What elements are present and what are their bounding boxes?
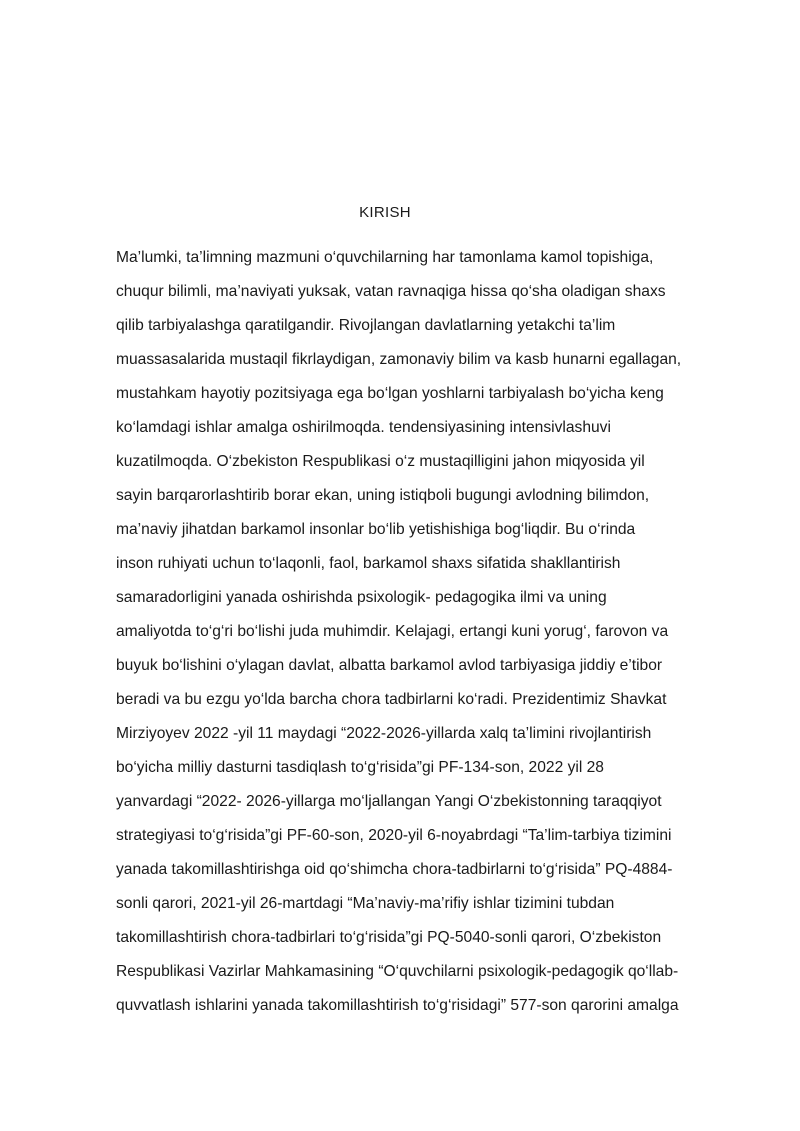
- paragraph-line: inson ruhiyati uchun to‘laqonli, faol, barkamol shaxs sifatida shakllantirish: [116, 555, 621, 572]
- paragraph-line: takomillashtirish chora-tadbirlari to‘g‘risida”gi PQ-5040-sonli qarori, O‘zbekiston: [116, 929, 662, 946]
- paragraph-line: Mirziyoyev 2022 -yil 11 maydagi “2022-2026-yillarda xalq ta’limini rivojlantirish: [116, 725, 652, 742]
- paragraph-line: samaradorligini yanada oshirishda psixologik- pedagogika ilmi va uning: [116, 589, 607, 606]
- paragraph-line: sayin barqarorlashtirib borar ekan, uning istiqboli bugungi avlodning bilimdon,: [116, 487, 650, 504]
- paragraph-line: qilib tarbiyalashga qaratilgandir. Rivojlangan davlatlarning yetakchi ta’lim: [116, 317, 616, 334]
- paragraph-line: ko‘lamdagi ishlar amalga oshirilmoqda. tendensiyasining intensivlashuvi: [116, 419, 611, 436]
- paragraph-line: strategiyasi to‘g‘risida”gi PF-60-son, 2020-yil 6-noyabrdagi “Ta’lim-tarbiya tizimini: [116, 827, 672, 844]
- paragraph-line: yanvardagi “2022- 2026-yillarga mo‘ljallangan Yangi O‘zbekistonning taraqqiyot: [116, 793, 662, 810]
- section-heading: KIRISH: [359, 204, 411, 221]
- paragraph-line: beradi va bu ezgu yo‘lda barcha chora tadbirlarni ko‘radi. Prezidentimiz Shavkat: [116, 691, 667, 708]
- paragraph-line: Ma’lumki, ta’limning mazmuni o‘quvchilarning har tamonlama kamol topishiga,: [116, 249, 654, 266]
- body-paragraph: [116, 246, 756, 1028]
- paragraph-line: mustahkam hayotiy pozitsiyaga ega bo‘lgan yoshlarni tarbiyalash bo‘yicha keng: [116, 385, 664, 402]
- paragraph-line: buyuk bo‘lishini o‘ylagan davlat, albatta barkamol avlod tarbiyasiga jiddiy e’tibor: [116, 657, 663, 674]
- paragraph-line: bo‘yicha milliy dasturni tasdiqlash to‘g‘risida”gi PF-134-son, 2022 yil 28: [116, 759, 604, 776]
- paragraph-line: quvvatlash ishlarini yanada takomillashtirish to‘g‘risidagi” 577-son qarorini amalga: [116, 997, 679, 1014]
- paragraph-line: sonli qarori, 2021-yil 26-martdagi “Ma’naviy-ma’rifiy ishlar tizimini tubdan: [116, 895, 615, 912]
- paragraph-line: muassasalarida mustaqil fikrlaydigan, zamonaviy bilim va kasb hunarni egallagan,: [116, 351, 682, 368]
- paragraph-line: amaliyotda to‘g‘ri bo‘lishi juda muhimdir. Kelajagi, ertangi kuni yorug‘, farovon va: [116, 623, 669, 640]
- paragraph-line: kuzatilmoqda. O‘zbekiston Respublikasi o‘z mustaqilligini jahon miqyosida yil: [116, 453, 645, 470]
- paragraph-line: yanada takomillashtirishga oid qo‘shimcha chora-tadbirlarni to‘g‘risida” PQ-4884-: [116, 861, 673, 878]
- paragraph-line: ma’naviy jihatdan barkamol insonlar bo‘lib yetishishiga bog‘liqdir. Bu o‘rinda: [116, 521, 636, 538]
- paragraph-line: Respublikasi Vazirlar Mahkamasining “O‘quvchilarni psixologik-pedagogik qo‘llab-: [116, 963, 679, 980]
- paragraph-line: chuqur bilimli, ma’naviyati yuksak, vatan ravnaqiga hissa qo‘sha oladigan shaxs: [116, 283, 666, 300]
